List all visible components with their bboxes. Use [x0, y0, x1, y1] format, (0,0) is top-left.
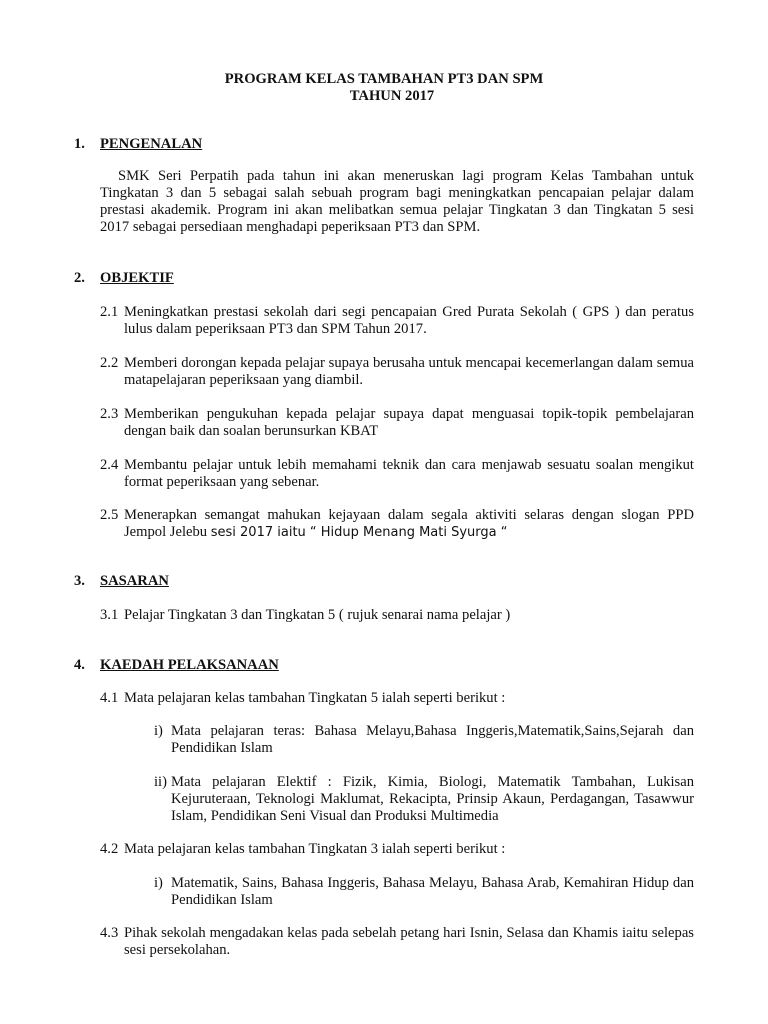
method-item — [100, 925, 694, 959]
section-1-paragraph: SMK Seri Perpatih pada tahun ini akan meneruskan lagi program Kelas Tambahan untuk Tingkatan 3 dan 5 sebagai salah sebuah program bagi meningkatkan pencapaian pelajar dalam prestasi akademik. Program ini akan melibatkan semua pelajar Tingkatan 3 dan Tingkatan 5 sesi 2017 sebagai persediaan menghadapi peperiksaan PT3 dan SPM. — [100, 168, 694, 235]
document-title: PROGRAM KELAS TAMBAHAN PT3 DAN SPM — [224, 71, 544, 87]
item-number: 2.1 — [100, 304, 119, 320]
item-number: 4.2 — [100, 841, 119, 857]
method-item — [100, 690, 694, 707]
section-3-heading: SASARAN — [100, 573, 169, 589]
item-number: 4.3 — [100, 925, 119, 941]
item-text: Memberikan pengukuhan kepada pelajar supaya dapat menguasai topik-topik pembelajaran dengan baik dan soalan berunsurkan KBAT — [124, 406, 694, 439]
section-1-number: 1. — [74, 136, 85, 152]
item-number: 2.2 — [100, 355, 119, 371]
sub-item-text: Mata pelajaran Elektif : Fizik, Kimia, Biologi, Matematik Tambahan, Lukisan Kejuruteraan, Teknologi Maklumat, Rekacipta, Prinsip Akaun, Perdagangan, Tasawwur Islam, Pendidikan Seni Visual dan Produksi Multimedia — [171, 774, 694, 824]
objective-item — [100, 406, 694, 440]
sub-list-item — [154, 875, 694, 909]
section-4-number: 4. — [74, 657, 85, 673]
sub-list-item — [154, 774, 694, 825]
item-number: 2.3 — [100, 406, 119, 422]
section-3-number: 3. — [74, 573, 85, 589]
item-number: 4.1 — [100, 690, 119, 706]
item-text: Mata pelajaran kelas tambahan Tingkatan 3 ialah seperti berikut : — [124, 841, 506, 857]
sub-item-number: i) — [154, 723, 163, 739]
sub-item-number: ii) — [154, 774, 167, 790]
section-2-heading: OBJEKTIF — [100, 270, 174, 286]
item-number: 3.1 — [100, 607, 119, 623]
slogan-text: sesi 2017 iaitu “ Hidup Menang Mati Syurga “ — [210, 525, 508, 540]
sub-item-number: i) — [154, 875, 163, 891]
item-number: 2.5 — [100, 507, 119, 523]
sub-item-text: Matematik, Sains, Bahasa Inggeris, Bahasa Melayu, Bahasa Arab, Kemahiran Hidup dan Pendidikan Islam — [171, 875, 694, 908]
objective-item — [100, 457, 694, 491]
objective-item — [100, 304, 694, 338]
item-text — [124, 507, 694, 541]
item-text: Mata pelajaran kelas tambahan Tingkatan 5 ialah seperti berikut : — [124, 690, 506, 706]
objective-item — [100, 507, 694, 541]
sub-list-item — [154, 723, 694, 757]
document-year: TAHUN 2017 — [349, 88, 435, 104]
section-4-heading: KAEDAH PELAKSANAAN — [100, 657, 279, 673]
item-text: Membantu pelajar untuk lebih memahami teknik dan cara menjawab sesuatu soalan mengikut format peperiksaan yang sebenar. — [124, 457, 694, 490]
item-text: Memberi dorongan kepada pelajar supaya berusaha untuk mencapai kecemerlangan dalam semua matapelajaran peperiksaan yang diambil. — [124, 355, 694, 388]
target-item — [100, 607, 694, 624]
item-text: Pihak sekolah mengadakan kelas pada sebelah petang hari Isnin, Selasa dan Khamis iaitu selepas sesi persekolahan. — [124, 925, 694, 958]
sub-item-text: Mata pelajaran teras: Bahasa Melayu,Bahasa Inggeris,Matematik,Sains,Sejarah dan Pendidikan Islam — [171, 723, 694, 756]
objective-item — [100, 355, 694, 389]
item-text: Meningkatkan prestasi sekolah dari segi pencapaian Gred Purata Sekolah ( GPS ) dan peratus lulus dalam peperiksaan PT3 dan SPM Tahun 2017. — [124, 304, 694, 337]
item-text-main: Menerapkan semangat mahukan kejayaan dalam segala aktiviti selaras dengan slogan PPD Jempol Jelebu — [124, 507, 694, 540]
section-1-heading: PENGENALAN — [100, 136, 203, 152]
item-text: Pelajar Tingkatan 3 dan Tingkatan 5 ( rujuk senarai nama pelajar ) — [124, 607, 511, 623]
section-2-number: 2. — [74, 270, 85, 286]
item-number: 2.4 — [100, 457, 119, 473]
method-item — [100, 841, 694, 858]
